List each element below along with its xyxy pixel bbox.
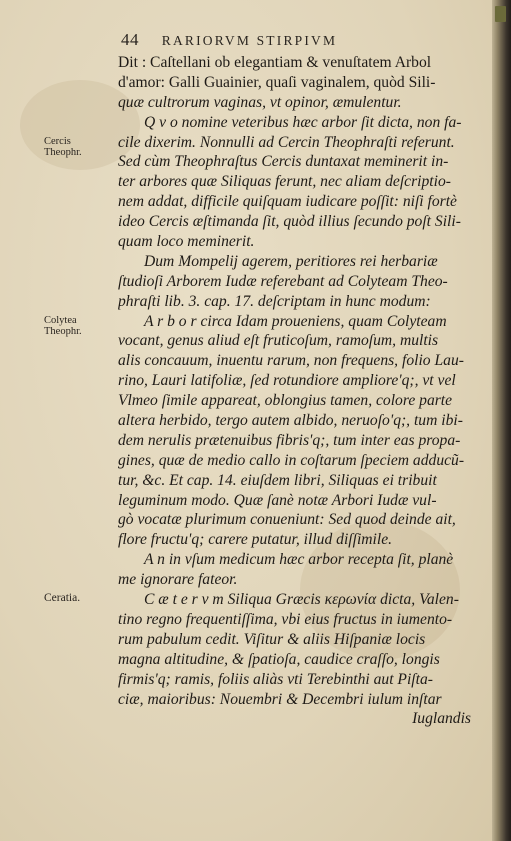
text-line: Sed cùm Theophraſtus Cercis duntaxat meminerit in- [118,153,449,171]
text-line: ter arbores quæ Siliquas ferunt, nec aliam deſcriptio- [118,173,451,191]
text-line: d'amor: Galli Guainier, quaſi vaginalem, quòd Sili- [118,73,436,91]
body-text [118,53,473,729]
text-line: alis concauum, inuentu rarum, non frequens, folio Lau- [118,352,464,370]
text-line: ciæ, maioribus: Nouembri & Decembri iulum inſtar [118,690,442,708]
text-line: leguminum modo. Quæ ſanè notæ Arbori Iudæ vul- [118,491,437,509]
running-title: RARIORVM STIRPIVM [161,33,338,48]
page-header [121,30,337,50]
book-edge [492,0,511,841]
text-line: altera herbido, tergo autem albido, neruoſo'q;, tum ibi- [118,412,463,430]
catchword: Iuglandis [412,710,471,728]
text-line: ſtudioſi Arborem Iudæ referebant ad Colyteam Theo- [118,272,448,290]
text-line: C æ t e r v m Siliqua Græcis κερωνία dicta, Valen- [144,591,459,609]
text-line: phraſti lib. 3. cap. 17. deſcriptam in hunc modum: [118,292,431,310]
bookmark-tab [495,6,506,22]
text-line: cile dixerim. Nonnulli ad Cercin Theophraſti referunt. [118,133,455,151]
margin-note-ceratia: Ceratia. [44,592,81,604]
text-line: tino regno frequentiſſima, vbi eius fructus in iumento- [118,610,453,628]
text-line: gò vocatæ plurimum conueniunt: Sed quod deinde ait, [118,511,456,529]
text-line: dem nerulis prætenuibus fibris'q;, tum inter eas propa- [118,431,461,449]
text-line: Dum Mompelij agerem, peritiores rei herbariæ [144,252,438,270]
text-line: firmis'q; ramis, foliis aliàs vti Terebinthi aut Piſta- [118,670,433,688]
margin-note-colytea: Colytea Theophr. [44,315,82,337]
text-line: vocant, genus aliud eſt fruticoſum, ramoſum, multis [118,332,439,350]
page-number: 44 [121,30,139,49]
text-line: magna altitudine, & ſpatioſa, caudice craſſo, longis [118,650,440,668]
text-line: nem addat, difficile quiſquam iudicare poſſit: niſi fortè [118,193,457,211]
text-line: me ignorare fateor. [118,571,238,589]
text-line: A r b o r circa Idam proueniens, quam Colyteam [144,312,447,330]
text-line: Q v o nomine veteribus hæc arbor ſit dicta, non fa- [144,113,462,131]
margin-note-cercis: Cercis Theophr. [44,136,82,158]
text-line: ideo Cercis æſtimanda ſit, quòd illius ſecundo poſt Sili- [118,213,461,231]
text-line: Vlmeo ſimile appareat, oblongius tamen, colore parte [118,392,453,410]
text-line: flore fructu'q; carere putatur, illud diſſimile. [118,531,393,549]
text-line: Dit : Caſtellani ob elegantiam & venuſtatem Arbol [118,54,432,71]
text-line: quæ cultrorum vaginas, vt opinor, æmulentur. [118,93,402,111]
text-line: tur, &c. Et cap. 14. eiuſdem libri, Siliquas ei tribuit [118,471,437,489]
text-line: A n in vſum medicum hæc arbor recepta ſit, planè [144,551,454,569]
text-line: gines, quæ de medio callo in coſtarum ſpeciem adducũ- [118,451,465,469]
text-line: rino, Lauri latifoliæ, ſed rotundiore ampliore'q;, vt vel [118,372,456,390]
text-line: rum pabulum cedit. Viſitur & aliis Hiſpaniæ locis [118,630,426,648]
text-line: quam loco meminerit. [118,233,255,251]
